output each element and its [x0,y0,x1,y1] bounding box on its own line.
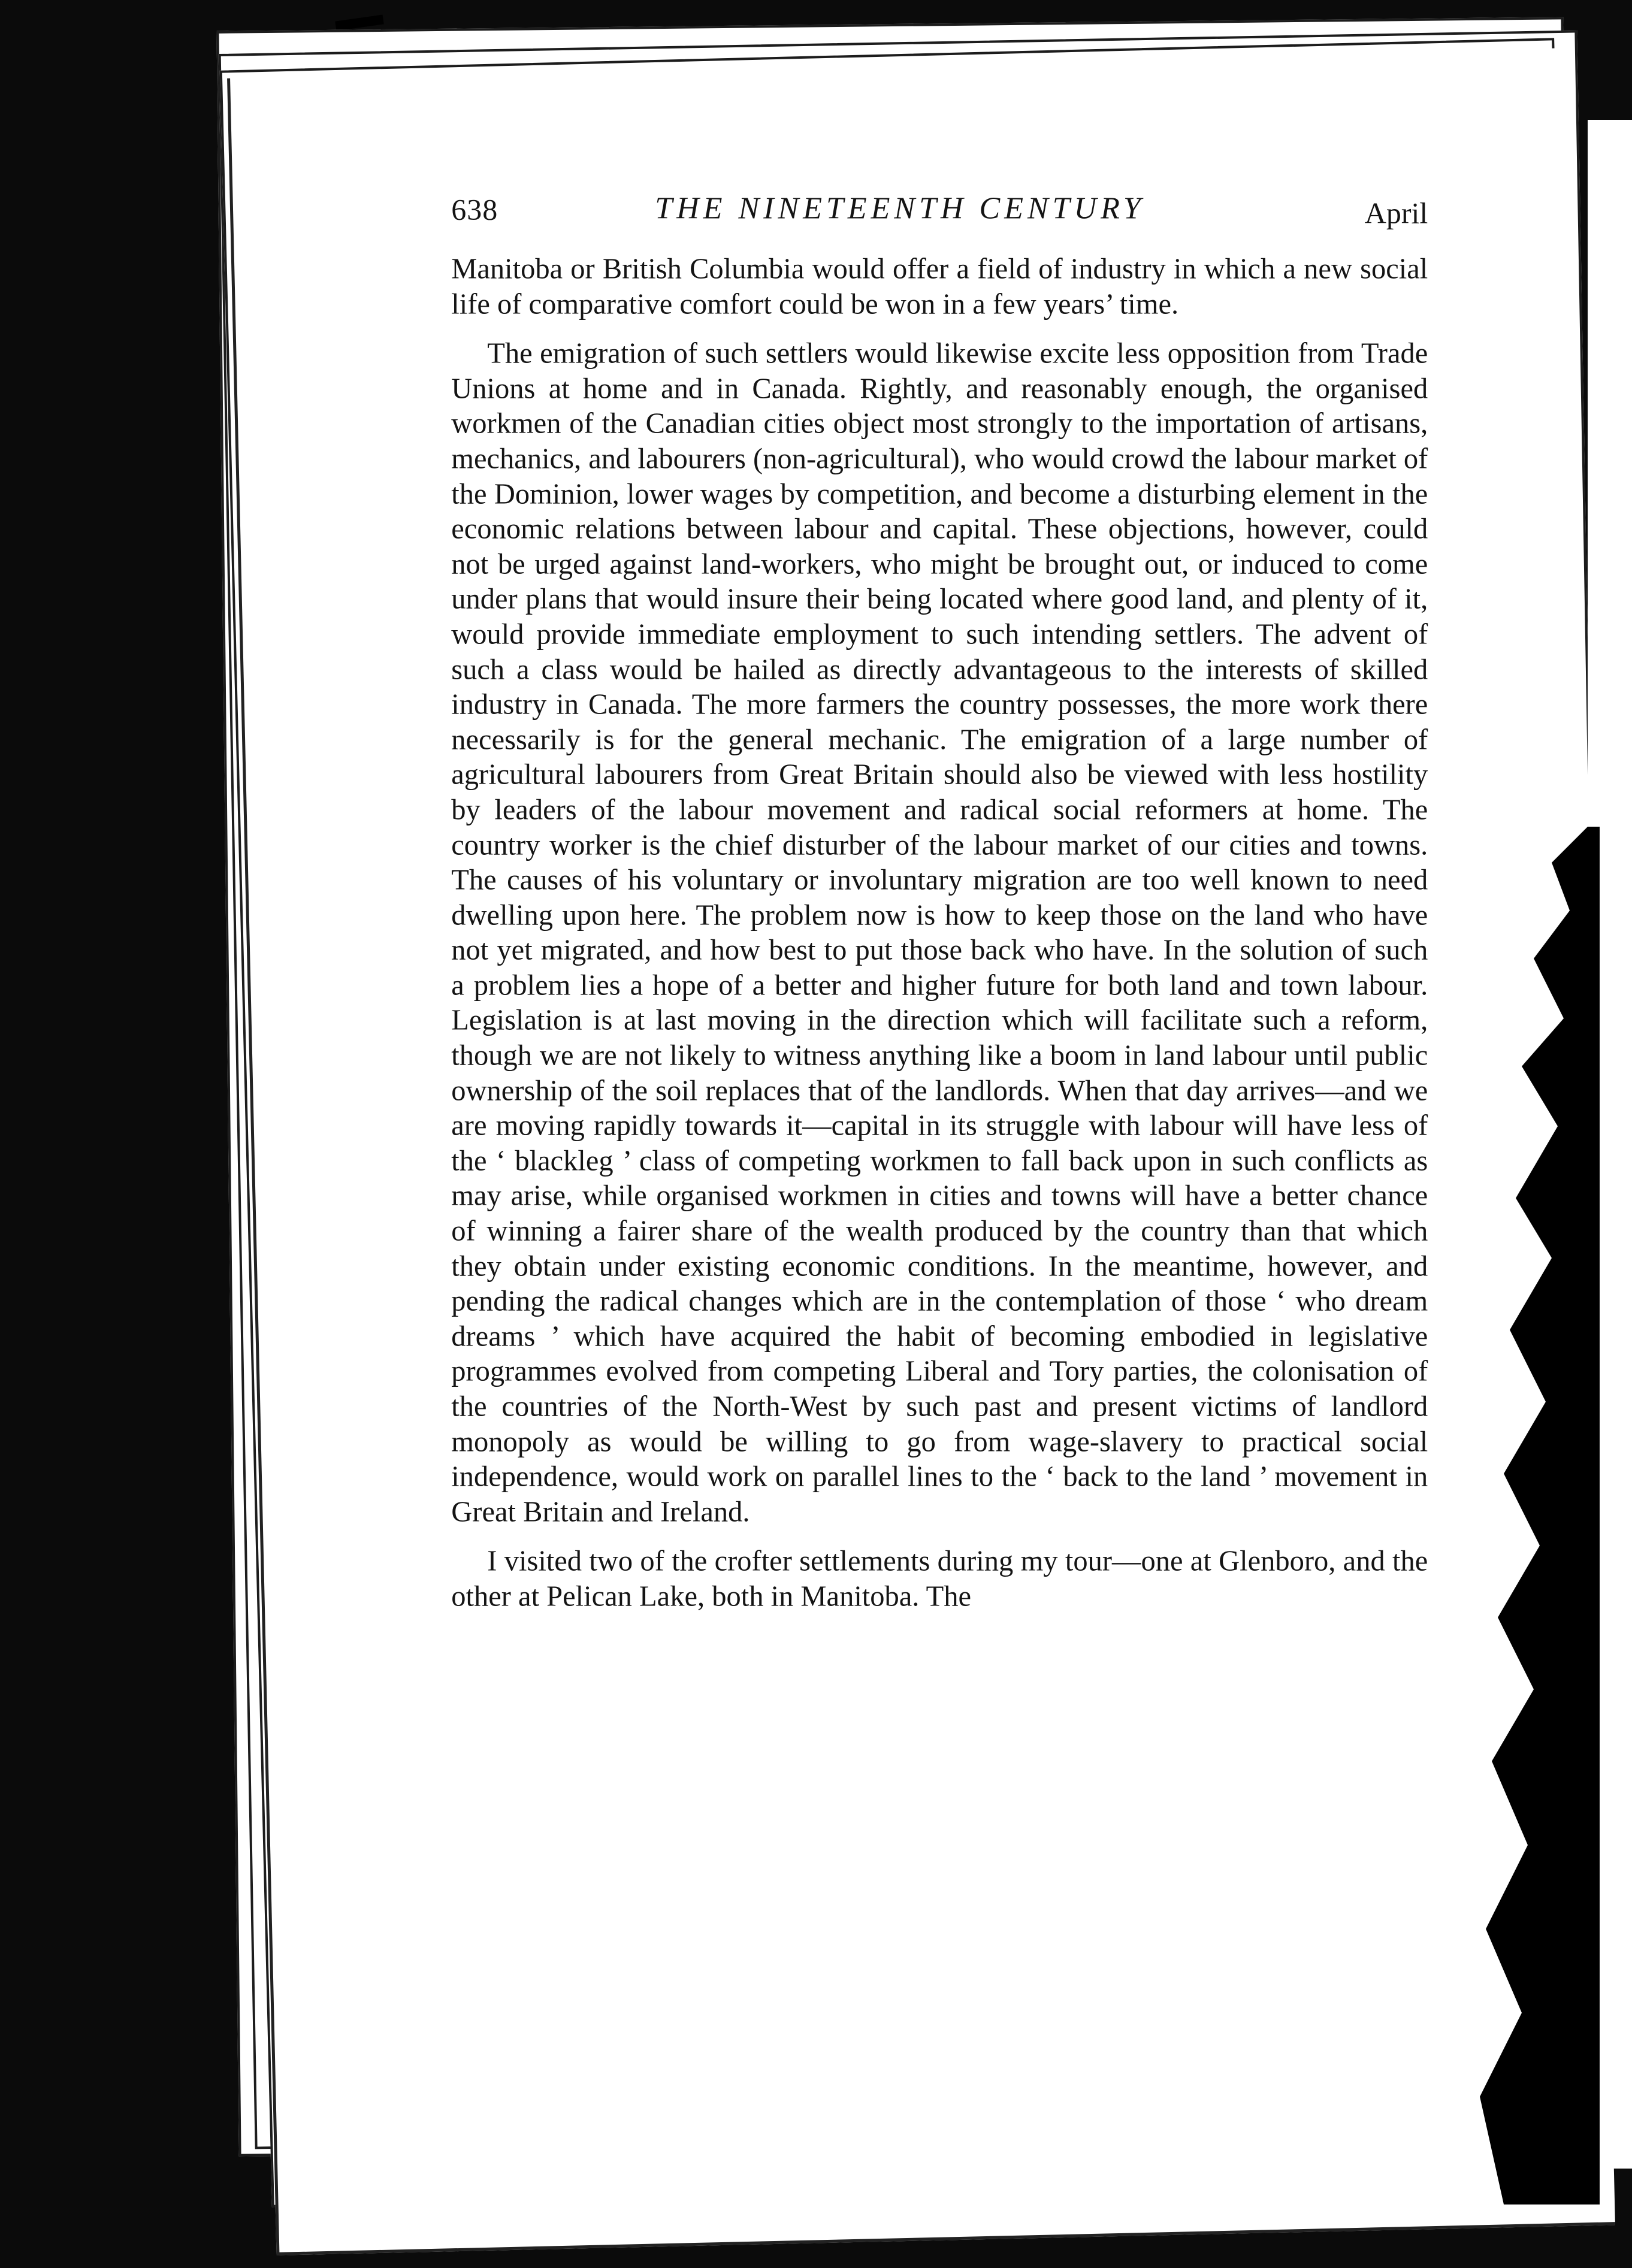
paragraph: I visited two of the crofter settlements during my tour—one at Glenboro, and the other at Pelican Lake, both in Manitoba. The [451,1545,1428,1613]
page-number: 638 [451,192,498,226]
running-month: April [1364,196,1428,230]
running-header [451,187,1428,241]
running-title: THE NINETEENTH CENTURY [655,191,1145,226]
page-content [451,187,1428,1629]
body-text [451,252,1428,1614]
paragraph: The emigration of such settlers would likewise excite less opposition from Trade Unions at home and in Canada. Rightly, and reasonably enough, the organised workmen of the Canadian cities object most strongly to the importation of artisans, mechanics, and labourers (non-agricultural), who would crowd the labour market of the Dominion, lower wages by competition, and become a disturbing element in the economic relations between labour and capital. These objections, however, could not be urged against land-workers, who might be brought out, or induced to come under plans that would insure their being located where good land, and plenty of it, would provide immediate employment to such intending settlers. The advent of such a class would be hailed as directly advantageous to the interests of skilled industry in Canada. The more farmers the country possesses, the more work there necessarily is for the general mechanic. The emigration of a large number of agricultural labourers from Great Britain should also be viewed with less hostility by leaders of the labour movement and radical social reformers at home. The country worker is the chief disturber of the labour market of our cities and towns. The causes of his voluntary or involuntary migration are too well known to need dwelling upon here. The problem now is how to keep those on the land who have not yet migrated, and how best to put those back who have. In the solution of such a problem lies a hope of a better and higher future for both land and town labour. Legislation is at last moving in the direction which will facilitate such a reform, though we are not likely to witness anything like a boom in land labour until public ownership of the soil replaces that of the landlords. When that day arrives—and we are moving rapidly towards it—capital in its struggle with labour will have less of the ‘ blackleg ’ class of competing workmen to fall back upon in such conflicts as may arise, while organised workmen in cities and towns will have a better chance of winning a fairer share of the wealth produced by the country than that which they obtain under existing economic conditions. In the meantime, however, and pending the radical changes which are in the contemplation of those ‘ who dream dreams ’ which have acquired the habit of becoming embodied in legislative programmes evolved from competing Liberal and Tory parties, the colonisation of the countries of the North-West by such past and present victims of landlord monopoly as would be willing to go from wage-slavery to practical social independence, would work on parallel lines to the ‘ back to the land ’ movement in Great Britain and Ireland. [451,337,1428,1528]
torn-page-edge [1480,827,1600,2205]
paragraph: Manitoba or British Columbia would offer a field of industry in which a new social life of comparative comfort could be won in a few years’ time. [451,253,1428,320]
book-page [227,48,1615,2255]
